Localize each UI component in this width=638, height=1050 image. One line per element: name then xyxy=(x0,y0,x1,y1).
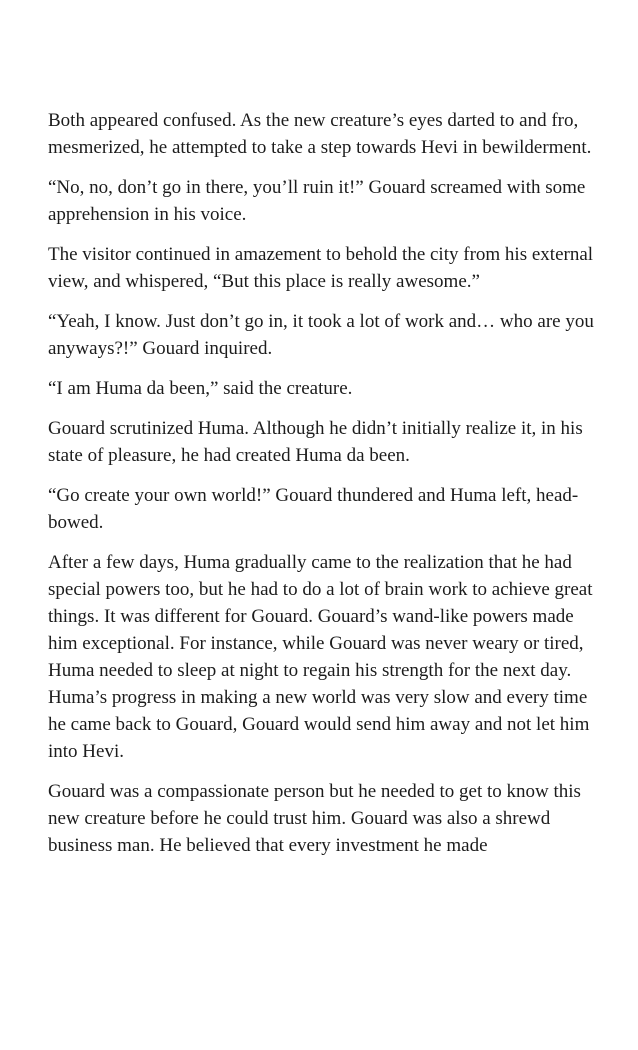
paragraph: “No, no, don’t go in there, you’ll ruin it!” Gouard screamed with some apprehension in his voice. xyxy=(48,177,586,225)
paragraph: “Go create your own world!” Gouard thundered and Huma left, head-bowed. xyxy=(48,485,579,533)
page-text xyxy=(48,107,598,872)
paragraph: “I am Huma da been,” said the creature. xyxy=(48,378,353,399)
paragraph: Gouard scrutinized Huma. Although he didn’t initially realize it, in his state of pleasure, he had created Huma da been. xyxy=(48,418,583,466)
paragraph: Gouard was a compassionate person but he needed to get to know this new creature before he could trust him. Gouard was also a shrewd business man. He believed that every investment he made xyxy=(48,781,581,856)
paragraph: Both appeared confused. As the new creature’s eyes darted to and fro, mesmerized, he attempted to take a step towards Hevi in bewilderment. xyxy=(48,110,592,158)
paragraph: “Yeah, I know. Just don’t go in, it took a lot of work and… who are you anyways?!” Gouard inquired. xyxy=(48,311,594,359)
paragraph: The visitor continued in amazement to behold the city from his external view, and whispered, “But this place is really awesome.” xyxy=(48,244,594,292)
paragraph: After a few days, Huma gradually came to the realization that he had special powers too, but he had to do a lot of brain work to achieve great things. It was different for Gouard. Gouard’s wand-like powers made him exceptional. For instance, while Gouard was never weary or tired, Huma needed to sleep at night to regain his strength for the next day. Huma’s progress in making a new world was very slow and every time he came back to Gouard, Gouard would send him away and not let him into Hevi. xyxy=(48,552,593,762)
